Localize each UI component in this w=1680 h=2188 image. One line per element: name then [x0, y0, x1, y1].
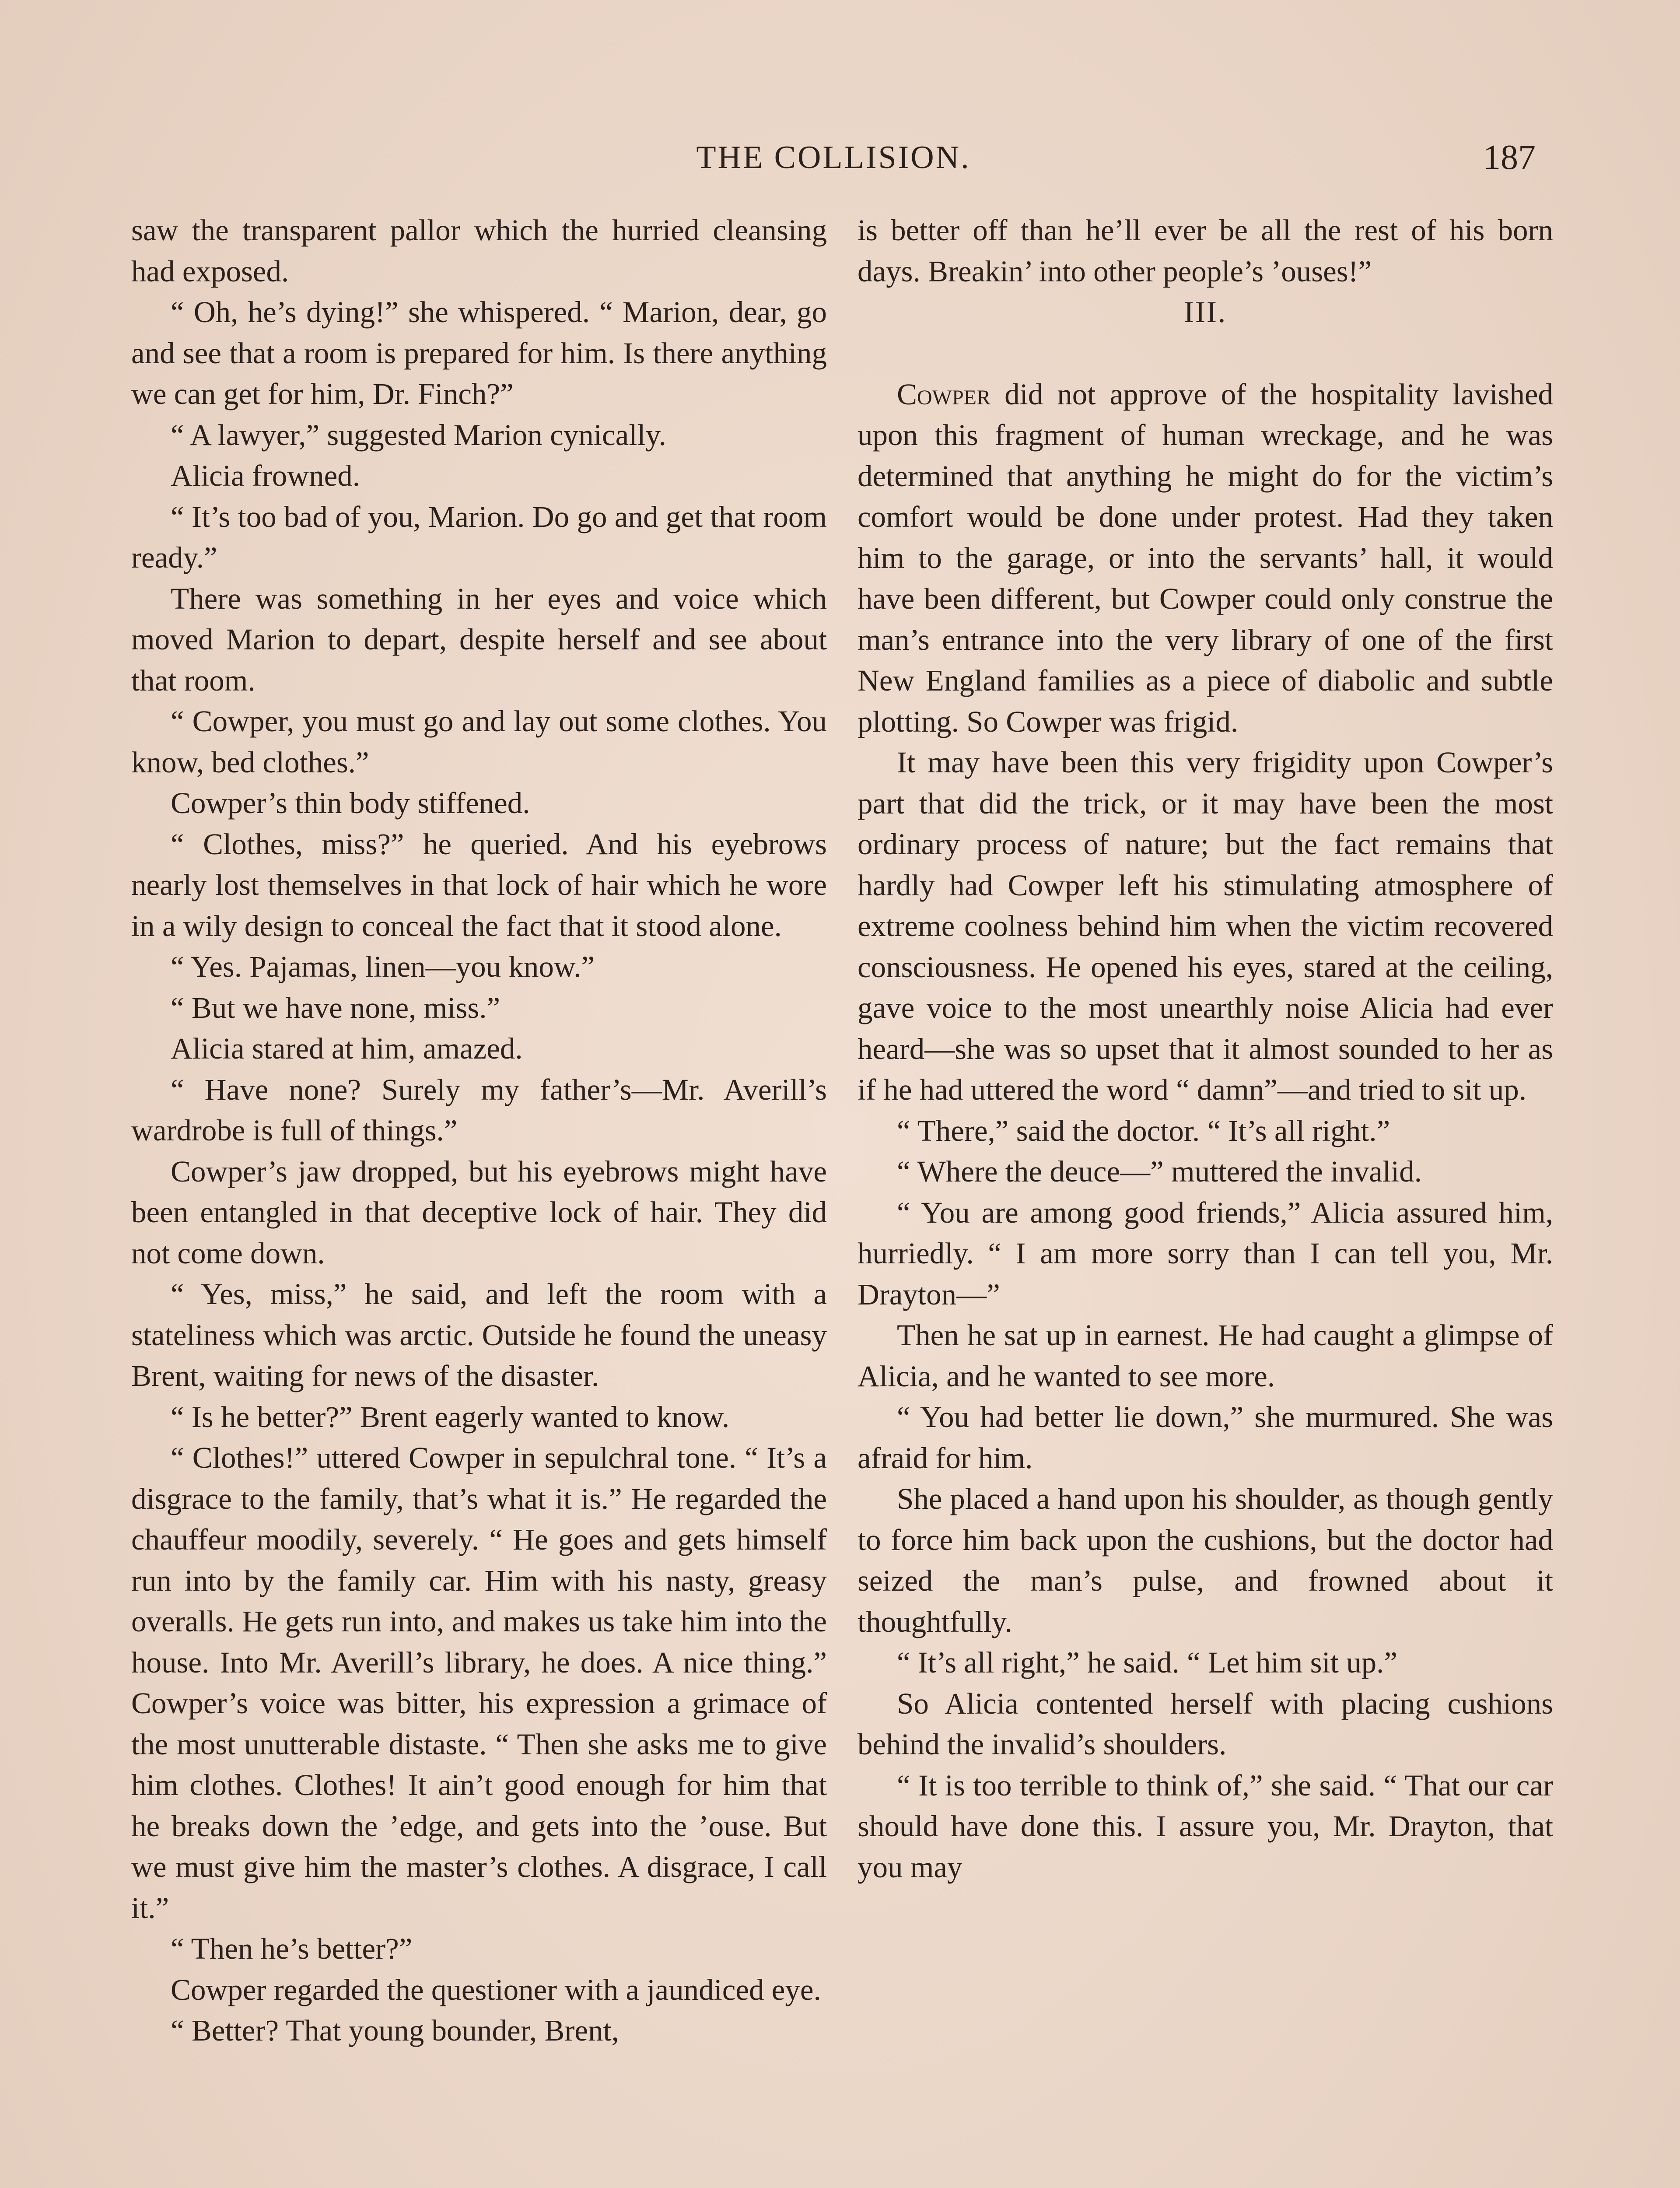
paragraph: “ Better? That young bounder, Brent,	[171, 2014, 619, 2047]
paragraph: “ Clothes, miss?” he queried. And his eyebrows nearly lost themselves in that lock of hair which he wore in a wily design to conceal the fact that it stood alone.	[131, 827, 827, 943]
paragraph: Cowper’s jaw dropped, but his eyebrows might have been entangled in that deceptive lock of hair. They did not come down.	[131, 1154, 827, 1270]
paragraph: “ You had better lie down,” she murmured. She was afraid for him.	[858, 1400, 1553, 1475]
paragraph: It may have been this very frigidity upon Cowper’s part that did the trick, or it may have been the most ordinary process of nature; but the fact remains that hardly had Cowper left his stimulating atmosphere of extreme coolness behind him when the victim recovered consciousness. He opened his eyes, stared at the ceiling, gave voice to the most unearthly noise Alicia had ever heard—she was so upset that it almost sounded to her as if he had uttered the word “ damn”—and tried to sit up.	[858, 746, 1553, 1106]
section-heading: III.	[1183, 295, 1227, 329]
paragraph: “ Have none? Surely my father’s—Mr. Averill’s wardrobe is full of things.”	[131, 1073, 827, 1147]
paragraph: “ But we have none, miss.”	[171, 991, 500, 1024]
paragraph: There was something in her eyes and voice which moved Marion to depart, despite herself and see about that room.	[131, 582, 827, 697]
paragraph: Cowper’s thin body stiffened.	[171, 786, 530, 820]
paragraph: “ It’s too bad of you, Marion. Do go and get that room ready.”	[131, 500, 827, 574]
paragraph	[858, 374, 1553, 743]
paragraph: is better off than he’ll ever be all the rest of his born days. Breakin’ into other people’s ’ouses!”	[858, 214, 1553, 288]
paragraph: She placed a hand upon his shoulder, as though gently to force him back upon the cushions, but the doctor had seized the man’s pulse, and frowned about it thoughtfully.	[858, 1482, 1553, 1638]
paragraph: saw the transparent pallor which the hurried cleansing had exposed.	[131, 214, 827, 288]
paragraph: Alicia stared at him, amazed.	[171, 1032, 523, 1065]
paragraph: “ Yes, miss,” he said, and left the room with a stateliness which was arctic. Outside he found the uneasy Brent, waiting for news of the disaster.	[131, 1277, 827, 1392]
paragraph: “ A lawyer,” suggested Marion cynically.	[171, 418, 666, 452]
paragraph: “ There,” said the doctor. “ It’s all right.”	[897, 1114, 1390, 1147]
page-number: 187	[1483, 138, 1536, 177]
running-head	[131, 131, 1536, 184]
right-column	[858, 210, 1553, 1888]
paragraph: “ Where the deuce—” muttered the invalid.	[897, 1155, 1422, 1188]
paragraph: “ Then he’s better?”	[171, 1932, 413, 1965]
paragraph: Then he sat up in earnest. He had caught a glimpse of Alicia, and he wanted to see more.	[858, 1318, 1553, 1393]
running-title: THE COLLISION.	[696, 140, 971, 175]
paragraph: “ Cowper, you must go and lay out some clothes. You know, bed clothes.”	[131, 705, 827, 779]
first-word: Cowper	[897, 377, 991, 411]
paragraph: So Alicia contented herself with placing cushions behind the invalid’s shoulders.	[858, 1687, 1553, 1761]
paragraph: “ You are among good friends,” Alicia assured him, hurriedly. “ I am more sorry than I can tell you, Mr. Drayton—”	[858, 1196, 1553, 1311]
paragraph: “ It is too terrible to think of,” she said. “ That our car should have done this. I assure you, Mr. Drayton, that you may	[858, 1768, 1553, 1884]
paragraph: “ Oh, he’s dying!” she whispered. “ Marion, dear, go and see that a room is prepared for him. Is there anything we can get for him, Dr. Finch?”	[131, 295, 827, 410]
paragraph: “ It’s all right,” he said. “ Let him sit up.”	[897, 1646, 1397, 1679]
paragraph: Alicia frowned.	[171, 459, 360, 492]
paragraph: Cowper regarded the questioner with a jaundiced eye.	[171, 1973, 821, 2006]
paragraph-rest: did not approve of the hospitality lavished upon this fragment of human wreckage, and he was determined that anything he might do for the victim’s comfort would be done under protest. Had they taken him to the garage, or into the servants’ hall, it would have been different, but Cowper could only construe the man’s entrance into the very library of one of the first New England families as a piece of diabolic and subtle plotting. So Cowper was frigid.	[858, 377, 1553, 738]
paragraph: “ Clothes!” uttered Cowper in sepulchral tone. “ It’s a disgrace to the family, that’s what it is.” He regarded the chauffeur moodily, severely. “ He goes and gets himself run into by the family car. Him with his nasty, greasy overalls. He gets run into, and makes us take him into the house. Into Mr. Averill’s library, he does. A nice thing.” Cowper’s voice was bitter, his expression a grimace of the most unutterable distaste. “ Then she asks me to give him clothes. Clothes! It ain’t good enough for him that he breaks down the ’edge, and gets into the ’ouse. But we must give him the master’s clothes. A disgrace, I call it.”	[131, 1441, 827, 1925]
left-column	[131, 210, 827, 2051]
paragraph: “ Is he better?” Brent eagerly wanted to know.	[171, 1400, 730, 1434]
paragraph: “ Yes. Pajamas, linen—you know.”	[171, 950, 595, 983]
